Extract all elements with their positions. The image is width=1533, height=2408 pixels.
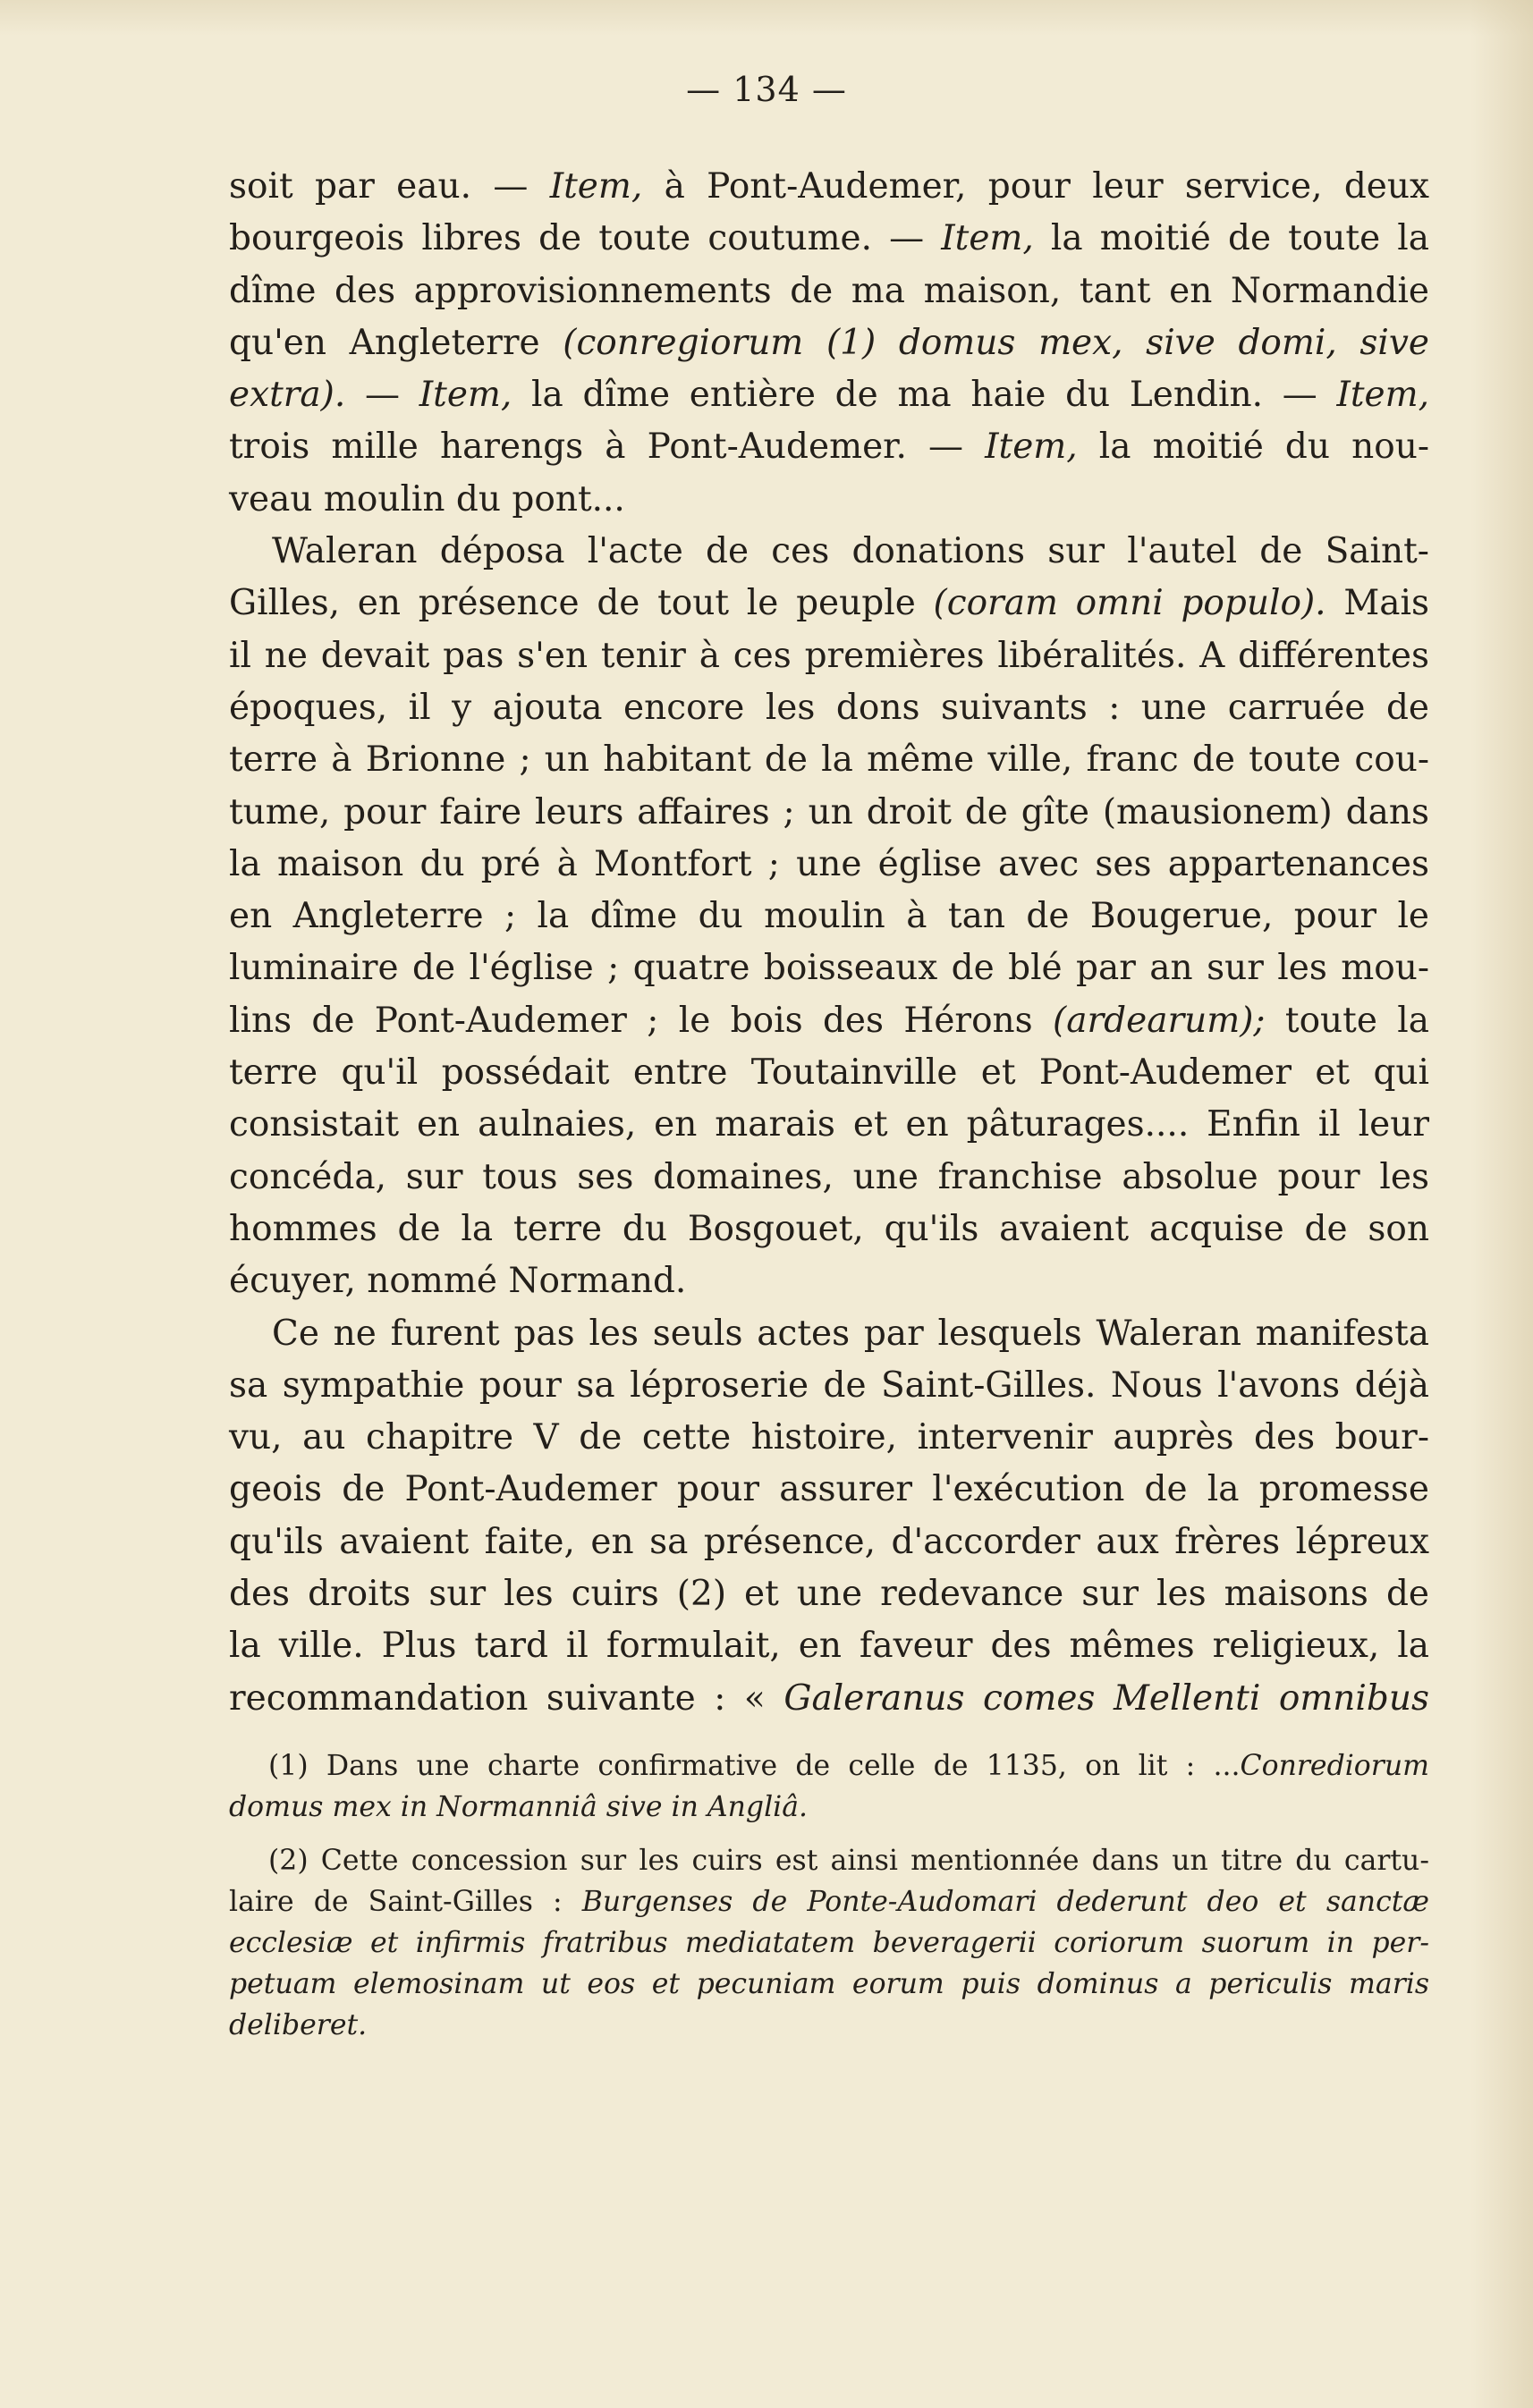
body-line: la ville. Plus tard il formulait, en faveur des mêmes religieux, la <box>229 1626 1429 1667</box>
footnote-line: ecclesiæ et infirmis fratribus mediatatem beveragerii coriorum suorum in per- <box>229 1927 1429 1959</box>
footnote-line: (2) Cette concession sur les cuirs est ainsi mentionnée dans un titre du cartu- <box>268 1845 1429 1877</box>
body-line: hommes de la terre du Bosgouet, qu'ils avaient acquise de son <box>229 1208 1429 1249</box>
footnote-1 <box>229 1745 1429 1828</box>
body-line: époques, il y ajouta encore les dons suivants : une carruée de <box>229 687 1429 728</box>
footnote-2 <box>229 1840 1429 2046</box>
footnotes <box>229 1745 1429 2058</box>
footnote-line: petuam elemosinam ut eos et pecuniam eorum puis dominus a periculis maris <box>229 1968 1429 2000</box>
body-line: extra). — Item, la dîme entière de ma haie du Lendin. — Item, <box>229 375 1429 416</box>
body-line: trois mille harengs à Pont-Audemer. — Item, la moitié du nou- <box>229 427 1429 468</box>
body-line: dîme des approvisionnements de ma maison, tant en Normandie <box>229 270 1429 311</box>
footnote-line: (1) Dans une charte confirmative de celle de 1135, on lit : ...Conrediorum <box>268 1750 1429 1782</box>
body-line: geois de Pont-Audemer pour assurer l'exécution de la promesse <box>229 1469 1429 1510</box>
body-line: en Angleterre ; la dîme du moulin à tan de Bougerue, pour le <box>229 896 1429 937</box>
page-shadow-right <box>1470 0 1533 2408</box>
body-line: vu, au chapitre V de cette histoire, intervenir auprès des bour- <box>229 1417 1429 1458</box>
body-line: veau moulin du pont... <box>229 478 625 520</box>
page-number: — 134 — <box>686 70 847 109</box>
body-line: Gilles, en présence de tout le peuple (coram omni populo). Mais <box>229 583 1429 624</box>
body-line: qu'ils avaient faite, en sa présence, d'accorder aux frères lépreux <box>229 1521 1429 1562</box>
footnote-line: domus mex in Normanniâ sive in Angliâ. <box>229 1791 809 1823</box>
body-line: qu'en Angleterre (conregiorum (1) domus mex, sive domi, sive <box>229 322 1429 363</box>
body-line: il ne devait pas s'en tenir à ces premières libéralités. A différentes <box>229 635 1429 676</box>
footnote-line: deliberet. <box>229 2009 368 2041</box>
body-line: soit par eau. — Item, à Pont-Audemer, pour leur service, deux <box>229 166 1429 207</box>
page-shadow-top <box>0 0 1533 36</box>
body-line: bourgeois libres de toute coutume. — Item, la moitié de toute la <box>229 218 1429 259</box>
body-line: sa sympathie pour sa léproserie de Saint-Gilles. Nous l'avons déjà <box>229 1365 1429 1406</box>
body-line: la maison du pré à Montfort ; une église avec ses appartenances <box>229 843 1429 884</box>
body-line: recommandation suivante : « Galeranus comes Mellenti omnibus <box>229 1677 1429 1719</box>
body-line: consistait en aulnaies, en marais et en pâturages.... Enfin il leur <box>229 1104 1429 1145</box>
body-line: luminaire de l'église ; quatre boisseaux de blé par an sur les mou- <box>229 948 1429 989</box>
footnote-line: laire de Saint-Gilles : Burgenses de Ponte-Audomari dederunt deo et sanctæ <box>229 1886 1429 1918</box>
body-line: terre à Brionne ; un habitant de la même ville, franc de toute cou- <box>229 739 1429 781</box>
body-text <box>229 161 1429 1725</box>
body-line: tume, pour faire leurs affaires ; un droit de gîte (mausionem) dans <box>229 791 1429 832</box>
body-line: Ce ne furent pas les seuls actes par lesquels Waleran manifesta <box>272 1313 1429 1354</box>
body-line: lins de Pont-Audemer ; le bois des Hérons (ardearum); toute la <box>229 1000 1429 1041</box>
body-line: terre qu'il possédait entre Toutainville et Pont-Audemer et qui <box>229 1052 1429 1094</box>
body-line: écuyer, nommé Normand. <box>229 1261 687 1302</box>
body-line: des droits sur les cuirs (2) et une redevance sur les maisons de <box>229 1574 1429 1615</box>
body-line: concéda, sur tous ses domaines, une franchise absolue pour les <box>229 1156 1429 1197</box>
body-line: Waleran déposa l'acte de ces donations sur l'autel de Saint- <box>272 531 1429 572</box>
